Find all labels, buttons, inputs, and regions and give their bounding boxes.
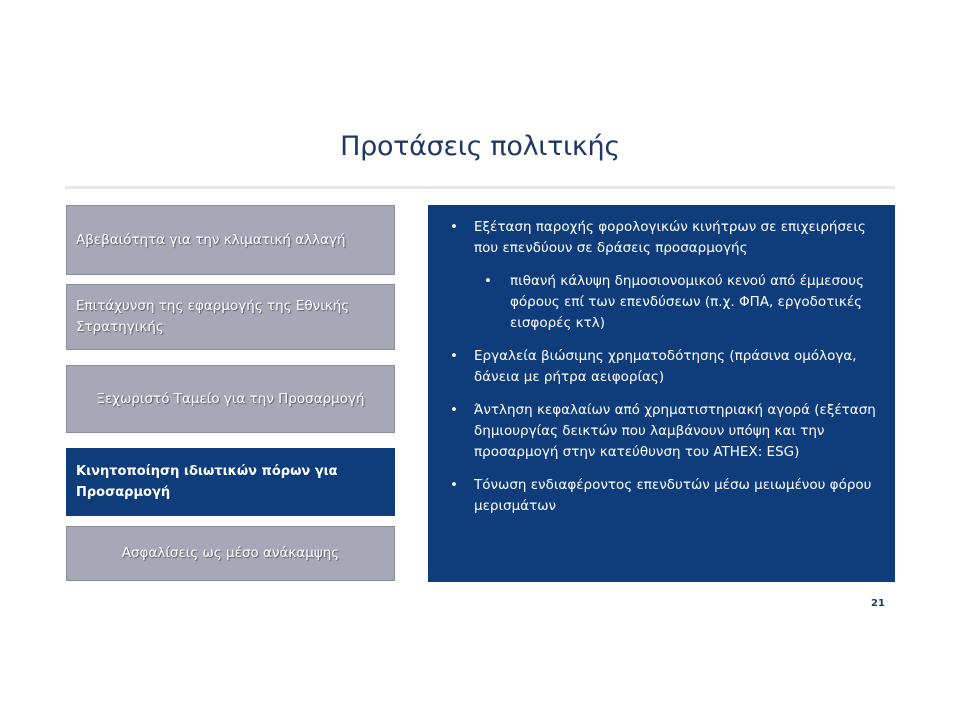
page-number: 21 — [871, 598, 885, 609]
bullet-dot-icon: • — [450, 477, 458, 493]
details-panel — [428, 205, 895, 582]
topic-box-insurance[interactable] — [66, 526, 395, 581]
bullet-item — [450, 346, 881, 388]
title-divider — [65, 186, 895, 189]
topic-box-label: Αβεβαιότητα για την κλιματική αλλαγή — [76, 231, 346, 248]
slide-title: Προτάσεις πολιτικής — [340, 131, 620, 162]
bullet-dot-icon: • — [450, 219, 458, 235]
topic-box-label: Ξεχωριστό Ταμείο για την Προσαρμογή — [96, 390, 365, 407]
topic-box-adaptation-fund[interactable] — [66, 365, 395, 433]
bullet-text: Εργαλεία βιώσιμης χρηματοδότησης (πράσινα ομόλογα, δάνεια με ρήτρα αειφορίας) — [474, 348, 857, 385]
bullet-text: πιθανή κάλυψη δημοσιονομικού κενού από έμμεσους φόρους επί των επενδύσεων (π.χ. ΦΠΑ, εργοδοτικές εισφορές κτλ) — [510, 273, 865, 331]
bullet-text: Τόνωση ενδιαφέροντος επενδυτών μέσω μειωμένου φόρου μερισμάτων — [474, 477, 872, 514]
topic-box-private-resources[interactable] — [66, 448, 395, 516]
bullet-dot-icon: • — [484, 273, 492, 289]
bullet-item — [450, 400, 881, 463]
details-bullet-list — [450, 217, 881, 517]
bullet-item — [450, 475, 881, 517]
bullet-dot-icon: • — [450, 348, 458, 364]
topic-box-climate-uncertainty[interactable] — [66, 205, 395, 275]
bullet-text: Εξέταση παροχής φορολογικών κινήτρων σε επιχειρήσεις που επενδύουν σε δράσεις προσαρμογής — [474, 219, 866, 256]
bullet-dot-icon: • — [450, 402, 458, 418]
topic-box-national-strategy[interactable] — [66, 284, 395, 350]
topic-box-label: Επιτάχυνση της εφαρμογής της Εθνικής Στρατηγικής — [76, 298, 350, 335]
topic-box-label: Κινητοποίηση ιδιωτικών πόρων για Προσαρμογή — [76, 464, 338, 500]
topic-box-label: Ασφαλίσεις ως μέσο ανάκαμψης — [121, 545, 340, 561]
bullet-text: Άντληση κεφαλαίων από χρηματιστηριακή αγορά (εξέταση δημιουργίας δεικτών που λαμβάνουν υπόψη και την προσαρμογή στην κατεύθυνση του ATHEX: ESG) — [474, 402, 876, 460]
sub-bullet-item — [484, 271, 881, 334]
bullet-item — [450, 217, 881, 259]
